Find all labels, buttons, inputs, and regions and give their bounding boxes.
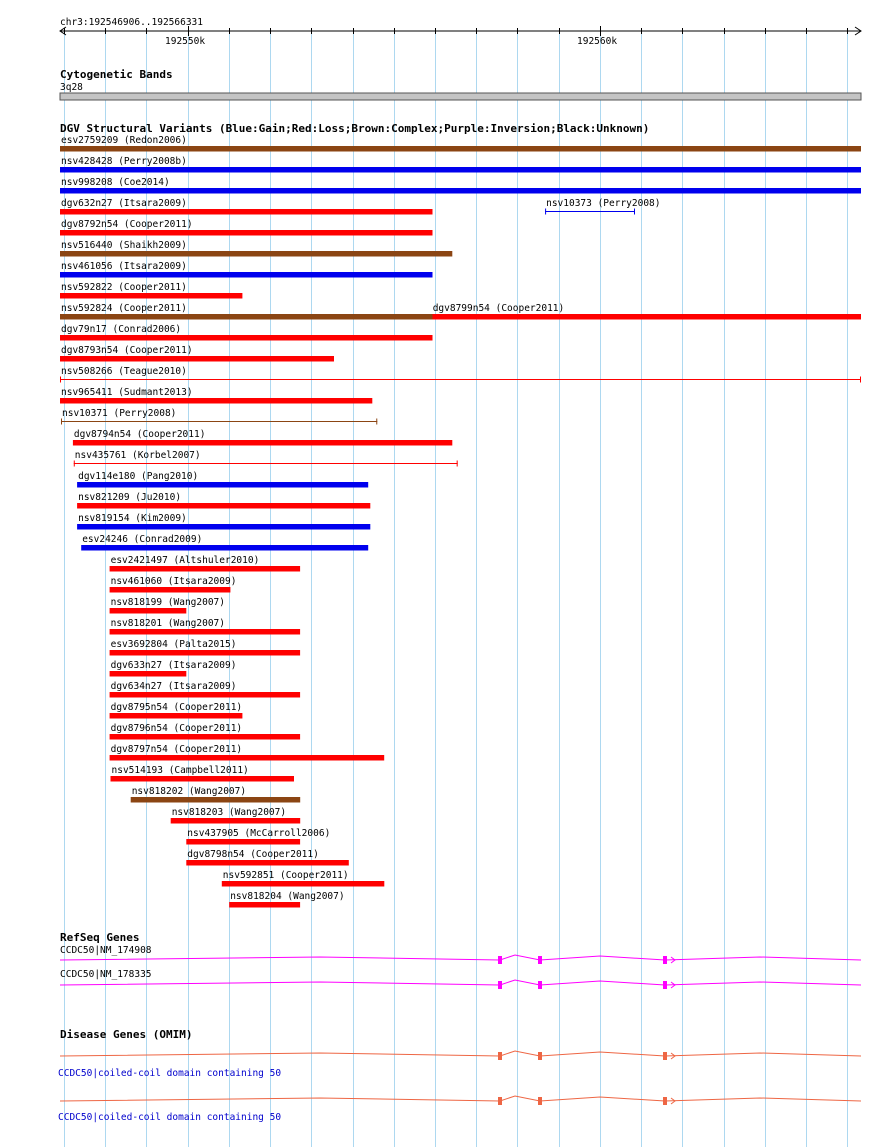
- dgv-variant-label: dgv632n27 (Itsara2009): [61, 198, 187, 209]
- dgv-track: [60, 122, 861, 908]
- dgv-variant[interactable]: [77, 471, 368, 488]
- dgv-variant[interactable]: [110, 618, 301, 635]
- dgv-variant-label: dgv634n27 (Itsara2009): [110, 681, 237, 692]
- dgv-variant-bar[interactable]: [60, 314, 433, 320]
- dgv-variant[interactable]: [81, 534, 368, 551]
- dgv-variant-bar[interactable]: [73, 440, 452, 446]
- refseq-transcript-label[interactable]: CCDC50|NM_174908: [60, 945, 152, 956]
- gene-exon: [538, 1097, 542, 1105]
- gene-exon: [498, 1097, 502, 1105]
- gene-intron-line: [60, 955, 861, 960]
- dgv-variant[interactable]: [60, 198, 433, 215]
- dgv-variant-label: dgv8797n54 (Cooper2011): [110, 744, 243, 755]
- dgv-variant-bar[interactable]: [77, 482, 368, 488]
- dgv-variant[interactable]: [60, 303, 433, 320]
- gene-intron-line: [60, 1096, 861, 1101]
- refseq-track: [60, 931, 861, 989]
- dgv-variant-label: dgv8794n54 (Cooper2011): [73, 429, 206, 440]
- dgv-variant-bar[interactable]: [186, 860, 348, 866]
- dgv-variant[interactable]: [110, 555, 301, 572]
- dgv-variant-bar[interactable]: [110, 629, 301, 635]
- dgv-variant-bar[interactable]: [110, 650, 301, 656]
- dgv-variant-label: nsv818199 (Wang2007): [110, 597, 225, 608]
- dgv-variant-label: nsv461060 (Itsara2009): [110, 576, 237, 587]
- dgv-variant-bar[interactable]: [60, 188, 861, 194]
- refseq-transcript-label[interactable]: CCDC50|NM_178335: [60, 969, 152, 980]
- track-title-cytoband: Cytogenetic Bands: [60, 68, 173, 81]
- dgv-variant[interactable]: [60, 345, 334, 362]
- track-title-dgv: DGV Structural Variants (Blue:Gain;Red:Loss;Brown:Complex;Purple:Inversion;Black:Unknown): [60, 122, 650, 135]
- dgv-variant[interactable]: [110, 576, 237, 593]
- dgv-variant-label: nsv818203 (Wang2007): [171, 807, 287, 818]
- dgv-variant-label: nsv461056 (Itsara2009): [61, 261, 187, 272]
- gene-model[interactable]: [60, 980, 861, 989]
- dgv-variant-label: nsv965411 (Sudmant2013): [61, 387, 193, 398]
- dgv-variant-label: nsv818204 (Wang2007): [230, 891, 345, 902]
- gene-intron-line: [60, 1051, 861, 1056]
- dgv-variant[interactable]: [432, 303, 861, 320]
- dgv-variant-bar[interactable]: [110, 608, 187, 614]
- dgv-variant-label: dgv8792n54 (Cooper2011): [61, 219, 193, 230]
- dgv-variant-label: nsv819154 (Kim2009): [78, 513, 187, 524]
- gene-exon: [663, 1097, 667, 1105]
- dgv-variant[interactable]: [60, 282, 242, 299]
- dgv-variant-label: nsv516440 (Shaikh2009): [61, 240, 187, 251]
- dgv-variant-label: nsv508266 (Teague2010): [61, 366, 187, 377]
- gene-model[interactable]: [60, 955, 861, 964]
- dgv-variant[interactable]: [545, 198, 660, 215]
- dgv-variant[interactable]: [229, 891, 344, 908]
- dgv-variant[interactable]: [60, 366, 861, 383]
- gene-exon: [498, 956, 502, 964]
- dgv-variant-bar[interactable]: [432, 314, 861, 320]
- dgv-variant[interactable]: [60, 261, 433, 278]
- dgv-variant-label: nsv592824 (Cooper2011): [61, 303, 187, 314]
- ruler-tick-label: 192550k: [165, 36, 206, 47]
- dgv-variant-label: esv2759209 (Redon2006): [61, 135, 187, 146]
- dgv-variant-label: dgv114e180 (Pang2010): [78, 471, 199, 482]
- dgv-variant-bar[interactable]: [110, 692, 301, 698]
- dgv-variant-label: dgv8795n54 (Cooper2011): [110, 702, 243, 713]
- dgv-variant[interactable]: [74, 450, 458, 467]
- dgv-variant-bar[interactable]: [60, 230, 433, 236]
- dgv-variant[interactable]: [110, 744, 385, 761]
- ruler: [60, 17, 861, 47]
- gene-exon: [663, 956, 667, 964]
- dgv-variant-bar[interactable]: [60, 209, 433, 215]
- dgv-variant-bar[interactable]: [60, 293, 242, 299]
- gene-exon: [498, 1052, 502, 1060]
- dgv-variant[interactable]: [60, 177, 861, 194]
- ruler-region-label: chr3:192546906..192566331: [60, 17, 203, 28]
- omim-track: [58, 1028, 861, 1123]
- omim-entry-link[interactable]: CCDC50|coiled-coil domain containing 50: [58, 1068, 282, 1079]
- dgv-variant[interactable]: [60, 324, 433, 341]
- gene-model[interactable]: [60, 1051, 861, 1060]
- dgv-variant-bar[interactable]: [171, 818, 301, 824]
- dgv-variant[interactable]: [61, 408, 377, 425]
- dgv-variant-bar[interactable]: [60, 167, 861, 173]
- dgv-variant-bar[interactable]: [60, 356, 334, 362]
- dgv-variant[interactable]: [77, 492, 370, 509]
- dgv-variant[interactable]: [110, 681, 301, 698]
- dgv-variant-label: nsv998208 (Coe2014): [61, 177, 170, 188]
- dgv-variant-label: esv3692804 (Palta2015): [110, 639, 237, 650]
- dgv-variant-bar[interactable]: [186, 839, 300, 845]
- dgv-features: [60, 135, 861, 908]
- dgv-variant[interactable]: [222, 870, 384, 887]
- dgv-variant[interactable]: [186, 828, 330, 845]
- dgv-variant-bar[interactable]: [110, 671, 187, 677]
- dgv-variant-bar[interactable]: [60, 398, 372, 404]
- gene-exon: [663, 981, 667, 989]
- gene-exon: [538, 1052, 542, 1060]
- dgv-variant-label: dgv79n17 (Conrad2006): [61, 324, 182, 335]
- dgv-variant-bar[interactable]: [110, 755, 385, 761]
- dgv-variant[interactable]: [131, 786, 301, 803]
- dgv-variant-label: esv2421497 (Altshuler2010): [110, 555, 260, 566]
- dgv-variant-label: dgv633n27 (Itsara2009): [110, 660, 237, 671]
- dgv-variant-bar[interactable]: [110, 734, 301, 740]
- dgv-variant[interactable]: [110, 639, 301, 656]
- dgv-variant[interactable]: [110, 660, 237, 677]
- dgv-variant[interactable]: [186, 849, 348, 866]
- dgv-variant-bar[interactable]: [60, 146, 861, 152]
- track-title-omim: Disease Genes (OMIM): [60, 1028, 193, 1041]
- dgv-variant[interactable]: [60, 219, 433, 236]
- dgv-variant[interactable]: [60, 156, 861, 173]
- dgv-variant[interactable]: [110, 597, 225, 614]
- dgv-variant-label: nsv428428 (Perry2008b): [61, 156, 187, 167]
- dgv-variant-bar[interactable]: [81, 545, 368, 551]
- gene-intron-line: [60, 980, 861, 985]
- dgv-variant[interactable]: [73, 429, 452, 446]
- dgv-variant-label: esv24246 (Conrad2009): [82, 534, 203, 545]
- dgv-variant-label: dgv8796n54 (Cooper2011): [110, 723, 243, 734]
- cytoband-label: 3q28: [60, 82, 83, 93]
- dgv-variant[interactable]: [60, 387, 372, 404]
- dgv-variant-bar[interactable]: [229, 902, 300, 908]
- gene-exon: [538, 981, 542, 989]
- dgv-variant-label: dgv8793n54 (Cooper2011): [61, 345, 193, 356]
- ruler-tick-label: 192560k: [577, 36, 618, 47]
- dgv-variant-bar[interactable]: [77, 503, 370, 509]
- dgv-variant-label: nsv435761 (Korbel2007): [74, 450, 201, 461]
- dgv-variant-bar[interactable]: [60, 335, 433, 341]
- dgv-variant-bar[interactable]: [77, 524, 370, 530]
- dgv-variant-bar[interactable]: [60, 272, 433, 278]
- dgv-variant-bar[interactable]: [222, 881, 384, 887]
- gene-exon: [538, 956, 542, 964]
- dgv-variant-label: nsv821209 (Ju2010): [78, 492, 182, 503]
- dgv-variant[interactable]: [110, 723, 301, 740]
- dgv-variant-label: dgv8799n54 (Cooper2011): [432, 303, 565, 314]
- gene-model[interactable]: [60, 1096, 861, 1105]
- refseq-gene-models: [60, 955, 861, 989]
- dgv-variant-bar[interactable]: [110, 566, 301, 572]
- dgv-variant-label: nsv818202 (Wang2007): [131, 786, 247, 797]
- dgv-variant-label: nsv437905 (McCarroll2006): [187, 828, 331, 839]
- dgv-variant[interactable]: [111, 765, 295, 782]
- dgv-variant[interactable]: [77, 513, 370, 530]
- dgv-variant-label: dgv8798n54 (Cooper2011): [187, 849, 319, 860]
- omim-entry-link[interactable]: CCDC50|coiled-coil domain containing 50: [58, 1112, 282, 1123]
- gene-exon: [498, 981, 502, 989]
- dgv-variant-label: nsv10371 (Perry2008): [62, 408, 177, 419]
- gene-exon: [663, 1052, 667, 1060]
- cytoband-bar[interactable]: [60, 93, 861, 100]
- cytoband-track: [60, 68, 861, 100]
- dgv-variant-label: nsv818201 (Wang2007): [110, 618, 225, 629]
- dgv-variant[interactable]: [110, 702, 243, 719]
- dgv-variant-bar[interactable]: [111, 776, 295, 782]
- dgv-variant-bar[interactable]: [110, 713, 243, 719]
- dgv-variant-bar[interactable]: [131, 797, 301, 803]
- dgv-variant-bar[interactable]: [60, 251, 452, 257]
- dgv-variant[interactable]: [60, 135, 861, 152]
- track-title-refseq: RefSeq Genes: [60, 931, 140, 944]
- dgv-variant-bar[interactable]: [110, 587, 231, 593]
- dgv-variant[interactable]: [60, 240, 452, 257]
- dgv-variant-label: nsv592851 (Cooper2011): [222, 870, 349, 881]
- dgv-variant[interactable]: [171, 807, 301, 824]
- dgv-variant-label: nsv10373 (Perry2008): [546, 198, 661, 209]
- dgv-variant-label: nsv592822 (Cooper2011): [61, 282, 187, 293]
- dgv-variant-label: nsv514193 (Campbell2011): [111, 765, 249, 776]
